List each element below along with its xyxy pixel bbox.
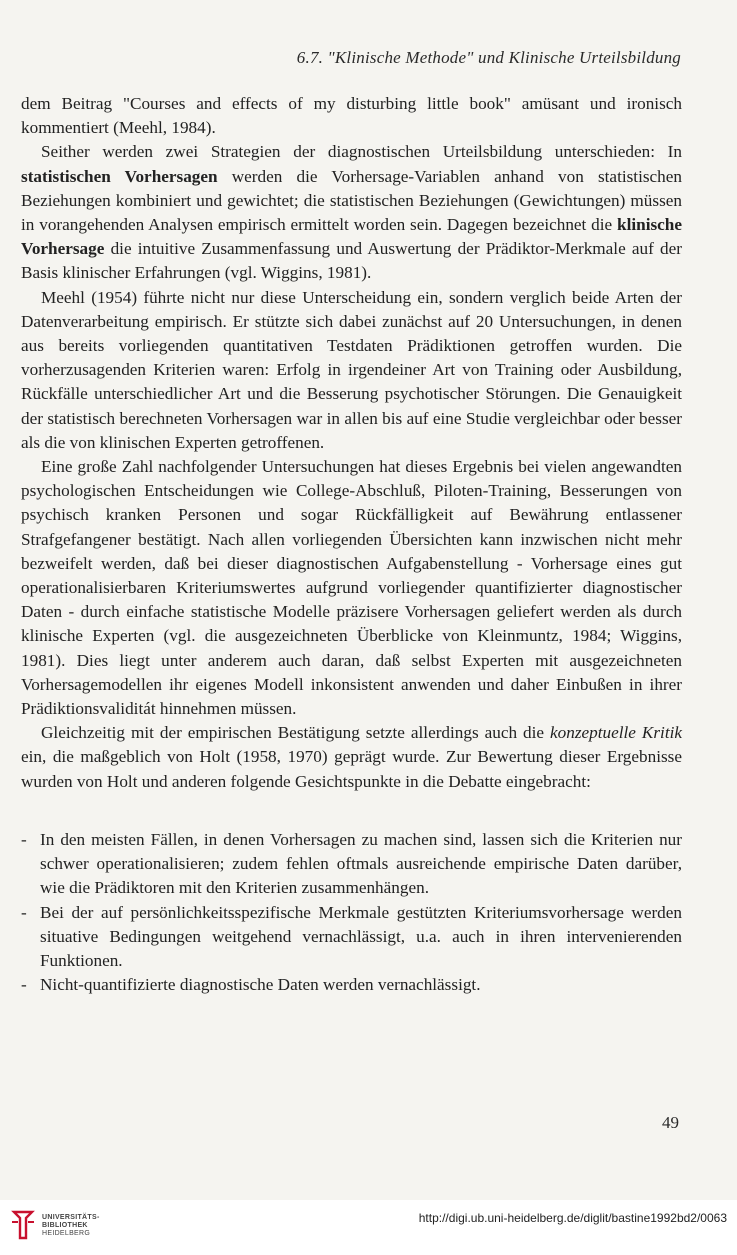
- list-item-text: In den meisten Fällen, in denen Vorhersagen zu machen sind, lassen sich die Kriterien nur schwer operationalisieren; zudem fehlen oftmals ausreichende empirische Daten darüber, wie die Prädiktoren mit den Kriterien zusammenhängen.: [40, 829, 682, 898]
- library-name: [42, 1214, 100, 1238]
- library-logo-icon: [10, 1208, 36, 1242]
- paragraph-2: [21, 140, 682, 285]
- paragraph-5-text-c: ein, die maßgeblich von Holt (1958, 1970) geprägt wurde. Zur Bewertung dieser Ergebnisse wurden von Holt und anderen folgende Gesichtspunkte in die Debatte eingebracht:: [21, 747, 682, 791]
- library-name-line-2: BIBLIOTHEK: [42, 1222, 88, 1229]
- list-dash: -: [21, 829, 27, 849]
- list-item-text: Bei der auf persönlichkeitsspezifische Merkmale gestützten Kriteriumsvorhersage werden situative Bedingungen weitgehend vernachlässigt, u.a. auch in ihren intervenierenden Funktionen.: [40, 902, 682, 970]
- paragraph-2-text-e: die intuitive Zusammenfassung und Auswertung der Prädiktor-Merkmale auf der Basis klinischer Erfahrungen (vgl. Wiggins, 1981).: [21, 239, 682, 283]
- term-statistische-vorhersagen: statistischen Vorhersagen: [21, 166, 218, 186]
- page-number: 49: [662, 1113, 679, 1132]
- list-item-text: Nicht-quantifizierte diagnostische Daten werden vernachlässigt.: [40, 975, 481, 995]
- paragraph-4: Eine große Zahl nachfolgender Untersuchungen hat dieses Ergebnis bei vielen angewandten psychologischen Entscheidungen wie College-Abschluß, Piloten-Training, Besserungen von psychisch kranken Personen und sogar Rückfälligkeit auf Bewährung entlassener Strafgefangener bestätigt. Nach allen vorliegenden Übersichten kann inzwischen nicht mehr bezweifelt werden, daß bei dieser diagnostischen Aufgabenstellung - Vorhersage eines gut operationalisierbaren Kriteriumswertes aufgrund vorliegender quantifizierter diagnostischer Daten - durch einfache statistische Modelle präzisere Vorhersagen geliefert werden als durch klinische Experten (vgl. die ausgezeichneten Überblicke von Kleinmuntz, 1984; Wiggins, 1981). Dies liegt unter anderem auch daran, daß selbst Experten mit ausgezeichneten Vorhersagemodellen ihr eigenes Modell inkonsistent anwenden und daher Einbußen in ihrer Prädiktionsvaliditát hinnehmen müssen.: [21, 457, 682, 719]
- list-item: [21, 901, 682, 974]
- list-item: [21, 828, 682, 901]
- body-text: [21, 92, 682, 997]
- term-klinische-vorhersage: klinische Vorhersage: [21, 215, 682, 259]
- paragraph-2-text-a: Seither werden zwei Strategien der diagnostischen Urteilsbildung unterschieden: In: [41, 142, 682, 162]
- paragraph-3: Meehl (1954) führte nicht nur diese Unterscheidung ein, sondern verglich beide Arten der Datenverarbeitung empirisch. Er stützte sich dabei zunächst auf 20 Untersuchungen, in denen aus bereits vorliegenden quantitativen Testdaten Prädiktionen getroffen wurden. Die vorherzusagenden Kriterien waren: Erfolg in irgendeiner Art von Training oder Ausbildung, Rückfälle unterschiedlicher Art und die Besserung psychotischer Störungen. Die Genauigkeit der statistisch berechneten Vorhersagen war in allen bis auf eine Studie vergleichbar oder besser als die von klinischen Experten getroffenen.: [21, 287, 682, 452]
- list-item: [21, 973, 682, 997]
- criticism-list: [21, 828, 682, 997]
- spacer: [21, 794, 682, 828]
- paragraph-2-text-c: werden die Vorhersage-Variablen anhand von statistischen Beziehungen kombiniert und gewichtet; die statistischen Beziehungen (Gewichtungen) müssen in vorangehenden Analysen empirisch ermittelt worden sein. Dagegen bezeichnet die: [21, 166, 682, 235]
- term-konzeptuelle-kritik: konzeptuelle Kritik: [550, 723, 682, 743]
- digitization-footer: [0, 1200, 737, 1255]
- paragraph-5: [21, 721, 682, 794]
- library-name-line-3: HEIDELBERG: [42, 1230, 91, 1237]
- library-name-line-1: UNIVERSITÄTS-: [42, 1214, 100, 1221]
- source-url-link[interactable]: http://digi.ub.uni-heidelberg.de/diglit/bastine1992bd2/0063: [418, 1211, 727, 1225]
- list-dash: -: [21, 902, 27, 922]
- list-dash: -: [21, 975, 27, 995]
- paragraph-5-text-a: Gleichzeitig mit der empirischen Bestätigung setzte allerdings auch die: [41, 723, 551, 743]
- running-head: 6.7. "Klinische Methode" und Klinische Urteilsbildung: [296, 48, 681, 67]
- paragraph-1: dem Beitrag "Courses and effects of my disturbing little book" amüsant und ironisch kommentiert (Meehl, 1984).: [21, 94, 682, 138]
